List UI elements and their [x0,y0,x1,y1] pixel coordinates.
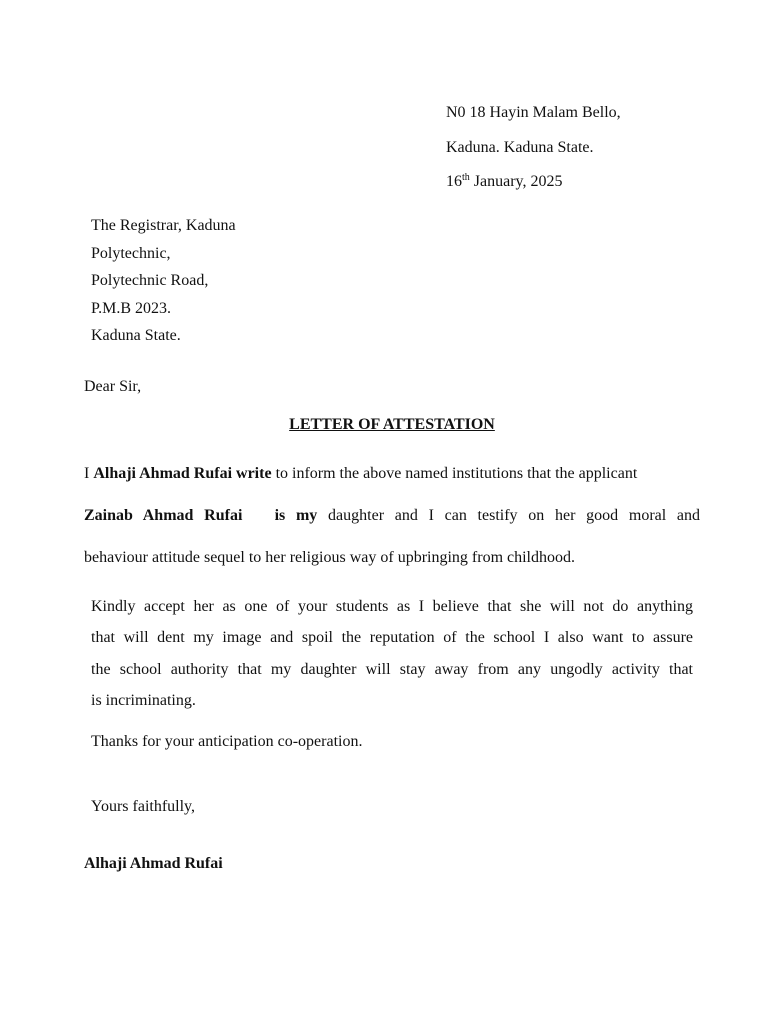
paragraph-line [84,453,700,495]
letter-subject: LETTER OF ATTESTATION [289,416,495,433]
date-rest: January, 2025 [469,173,563,190]
recipient-line: The Registrar, Kaduna [91,217,236,234]
paragraph-line [84,495,700,537]
text-fragment: I [84,465,94,482]
is-my-bold: is my [274,507,318,524]
signature-name: Alhaji Ahmad Rufai [84,855,223,872]
thanks-line: Thanks for your anticipation co-operation. [91,733,363,750]
paragraph-line: behaviour attitude sequel to her religious way of upbringing from childhood. [84,549,575,566]
body-paragraph-1 [84,453,700,579]
sender-address-block [446,96,621,200]
letter-date [446,165,621,200]
salutation: Dear Sir, [84,378,142,395]
recipient-address-block [91,212,236,350]
paragraph-line: the school authority that my daughter will stay away from any ungodly activity that [91,660,693,678]
text-fragment: to inform the above named institutions that the applicant [271,465,638,482]
recipient-line: P.M.B 2023. [91,299,172,317]
body-paragraph-2 [91,591,693,716]
recipient-line: Polytechnic, [91,244,171,262]
paragraph-line: that will dent my image and spoil the reputation of the school I also want to assure [91,629,693,647]
paragraph-line: Kindly accept her as one of your students as I believe that she will not do anything [91,598,693,615]
date-day: 16 [446,173,462,190]
paragraph-line: is incriminating. [91,691,196,709]
recipient-line: Polytechnic Road, [91,272,209,289]
author-name-bold: Alhaji Ahmad Rufai write [93,465,272,482]
text-fragment: daughter and I can testify on her good moral and [328,507,701,524]
sender-address-line: N0 18 Hayin Malam Bello, [446,104,621,121]
recipient-line: Kaduna State. [91,327,181,344]
sender-address-line: Kaduna. Kaduna State. [446,138,594,156]
closing-line: Yours faithfully, [91,798,196,815]
date-suffix: th [462,172,470,183]
applicant-name-bold: Zainab Ahmad Rufai [84,507,243,524]
